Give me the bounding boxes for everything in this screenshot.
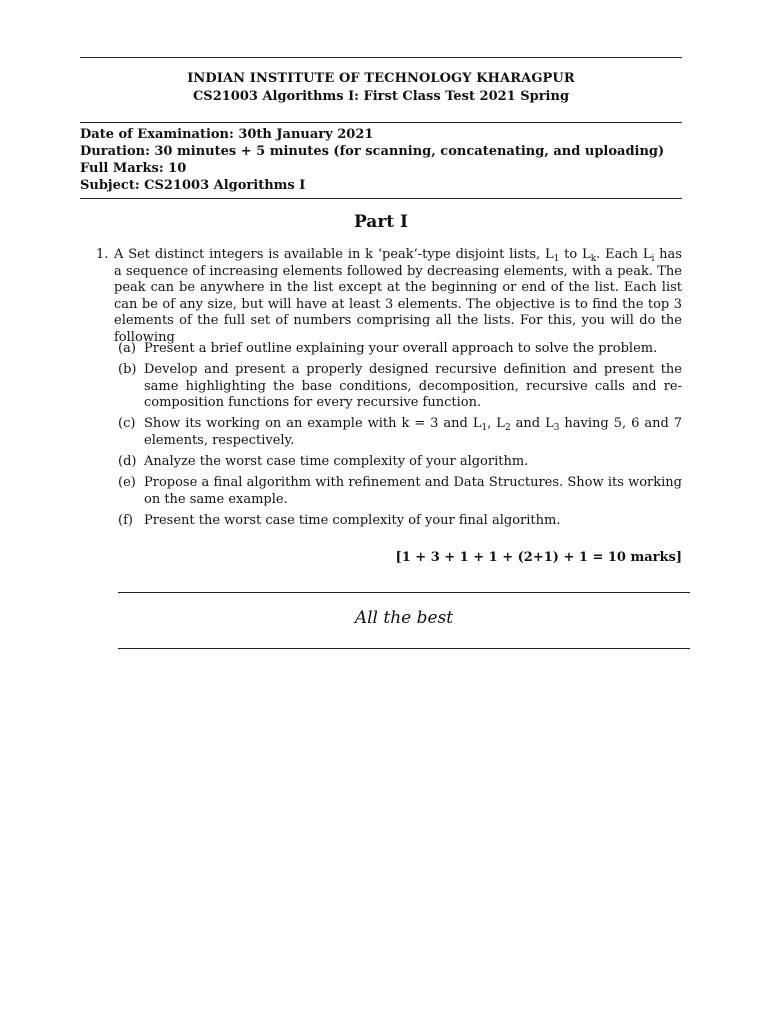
subquestion-text-part: Show its working on an example with k = 3 and L xyxy=(144,416,482,431)
subquestion-text xyxy=(144,416,682,449)
question-text-part: . Each L xyxy=(596,247,652,262)
subquestion-label: (a) xyxy=(118,341,136,356)
subquestion-text: Analyze the worst case time complexity of your algorithm. xyxy=(144,454,529,469)
closing-bottom-rule xyxy=(118,648,690,649)
full-marks: Full Marks: 10 xyxy=(80,161,187,176)
subscript: i xyxy=(651,254,655,264)
exam-date: Date of Examination: 30th January 2021 xyxy=(80,127,374,142)
subquestion-label: (c) xyxy=(118,416,136,431)
subquestion-text-part: and L xyxy=(510,416,554,431)
exam-info xyxy=(80,126,664,194)
course-test-title: CS21003 Algorithms I: First Class Test 2021 Spring xyxy=(192,89,570,104)
subscript: k xyxy=(590,254,597,264)
subquestion-label: (e) xyxy=(118,475,136,490)
marks-distribution: [1 + 3 + 1 + 1 + (2+1) + 1 = 10 marks] xyxy=(395,550,682,565)
subject: Subject: CS21003 Algorithms I xyxy=(80,178,306,193)
institute-name: INDIAN INSTITUTE OF TECHNOLOGY KHARAGPUR xyxy=(187,71,575,86)
subquestion-text: Present a brief outline explaining your overall approach to solve the problem. xyxy=(144,341,658,356)
subscript: 2 xyxy=(504,423,511,433)
part-title: Part I xyxy=(353,212,409,232)
closing-top-rule xyxy=(118,592,690,593)
subquestion-label: (f) xyxy=(118,513,133,528)
question-number xyxy=(96,247,108,262)
header-rule xyxy=(80,122,682,123)
subscript: 1 xyxy=(553,254,560,264)
meta-rule xyxy=(80,198,682,199)
question-text-part: to L xyxy=(559,247,591,262)
subquestion-text: Propose a final algorithm with refinement and Data Structures. Show its working on the same example. xyxy=(144,475,682,507)
exam-duration: Duration: 30 minutes + 5 minutes (for scanning, concatenating, and uploading) xyxy=(80,144,665,159)
subquestion-text-part: , L xyxy=(487,416,505,431)
subscript: 1 xyxy=(481,423,488,433)
subscript: 3 xyxy=(553,423,560,433)
subquestion-text-part: having 5, 6 and 7 elements, respectively. xyxy=(144,416,683,448)
subquestion-text: Develop and present a properly designed recursive definition and present the same highlighting the base conditions, decomposition, recursive calls and re-composition functions for every recursive function. xyxy=(144,362,682,411)
question-text-part: has a sequence of increasing elements followed by decreasing elements, with a peak. The peak can be anywhere in the list except at the beginning or end of the list. Each list can be of any size, but will have at least 3 elements. The objective is to find the top 3 elements of the full set of numbers comprising all the lists. For this, you will do the following xyxy=(114,247,682,345)
subquestion-text: Present the worst case time complexity of your final algorithm. xyxy=(144,513,561,528)
top-rule xyxy=(80,57,682,58)
question-text xyxy=(114,247,682,347)
subquestion-label: (d) xyxy=(118,454,137,469)
closing-message: All the best xyxy=(354,608,454,628)
question-text-part: A Set distinct integers is available in k ‘peak’-type disjoint lists, L xyxy=(114,247,554,262)
subquestion-label: (b) xyxy=(118,362,137,377)
question-number-text: 1. xyxy=(96,247,109,262)
